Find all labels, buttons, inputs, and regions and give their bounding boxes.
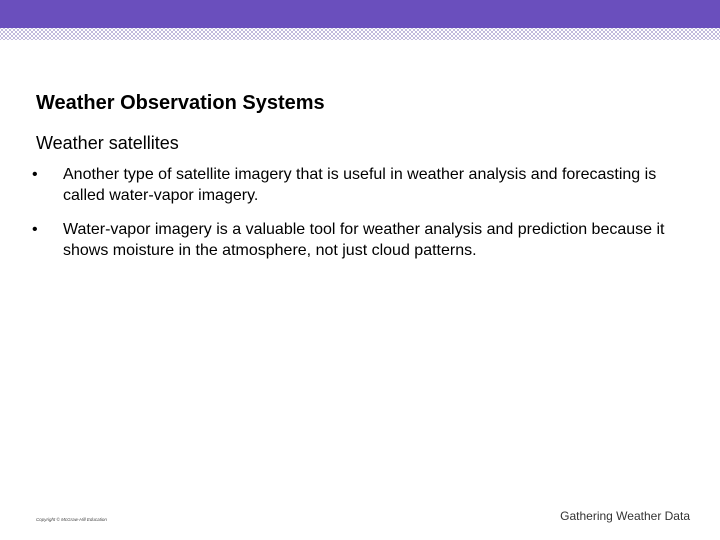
header-bar: [0, 0, 720, 28]
bullet-text: Another type of satellite imagery that is useful in weather analysis and forecasting is called water-vapor imagery.: [63, 166, 657, 204]
bullet-item: [32, 219, 672, 261]
bullet-icon: •: [32, 221, 38, 238]
dotted-pattern-band: [0, 28, 720, 40]
slide-subtitle: Weather satellites: [36, 133, 179, 153]
bullet-list: [32, 164, 672, 274]
bullet-icon: •: [32, 166, 38, 183]
footer-chapter-label: Gathering Weather Data: [560, 509, 690, 523]
copyright-notice: Copyright © McGraw-Hill Education: [36, 517, 107, 522]
slide-title: Weather Observation Systems: [36, 92, 325, 114]
bullet-text: Water-vapor imagery is a valuable tool for weather analysis and prediction because it shows moisture in the atmosphere, not just cloud patterns.: [63, 221, 665, 259]
bullet-item: [32, 164, 672, 206]
